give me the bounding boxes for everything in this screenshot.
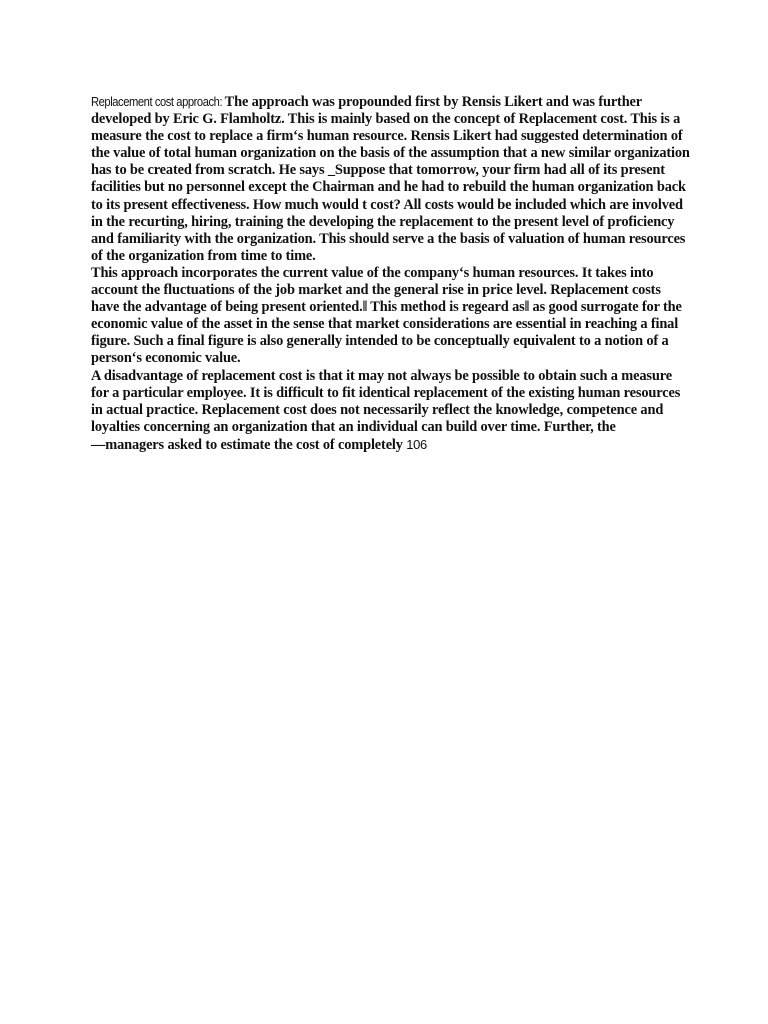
paragraph-2: This approach incorporates the current value of the company‘s human resources. It takes into account the fluctuations of the job market and the general rise in price level. Replacement costs have the advantage of being present oriented.‖ This method is regeard as‖ as good surrogate for the economic value of the asset in the sense that market considerations are essential in reaching a final figure. Such a final figure is also generally intended to be conceptually equivalent to a notion of a person‘s economic value.: [91, 264, 682, 367]
paragraph-1: [91, 93, 691, 265]
paragraph-3: [91, 368, 691, 454]
paragraph-3-text: A disadvantage of replacement cost is that it may not always be possible to obtain such a measure for a particular employee. It is difficult to fit identical replacement of the existing human resources in actual practice. Replacement cost does not necessarily reflect the knowledge, competence and loyalties concerning an organization that an individual can build over time. Further, the ―managers asked to estimate the cost of completely: [91, 367, 681, 453]
section-lead-label: Replacement cost approach:: [91, 94, 223, 109]
document-body: [91, 93, 691, 454]
page-number: 106: [406, 436, 427, 452]
paragraph-1-text: The approach was propounded first by Rensis Likert and was further developed by Eric G. Flamholtz. This is mainly based on the concept of Replacement cost. This is a measure the cost to replace a firm‘s human resource. Rensis Likert had suggested determination of the value of total human organization on the basis of the assumption that a new similar organization has to be created from scratch. He says _Suppose that tomorrow, your firm had all of its present facilities but no personnel except the Chairman and he had to rebuild the human organization back to its present effectiveness. How much would t cost? All costs would be included which are involved in the recurting, hiring, training the developing the replacement to the present level of proficiency and familiarity with the organization. This should serve a the basis of valuation of human resources of the organization from time to time.: [91, 94, 690, 264]
